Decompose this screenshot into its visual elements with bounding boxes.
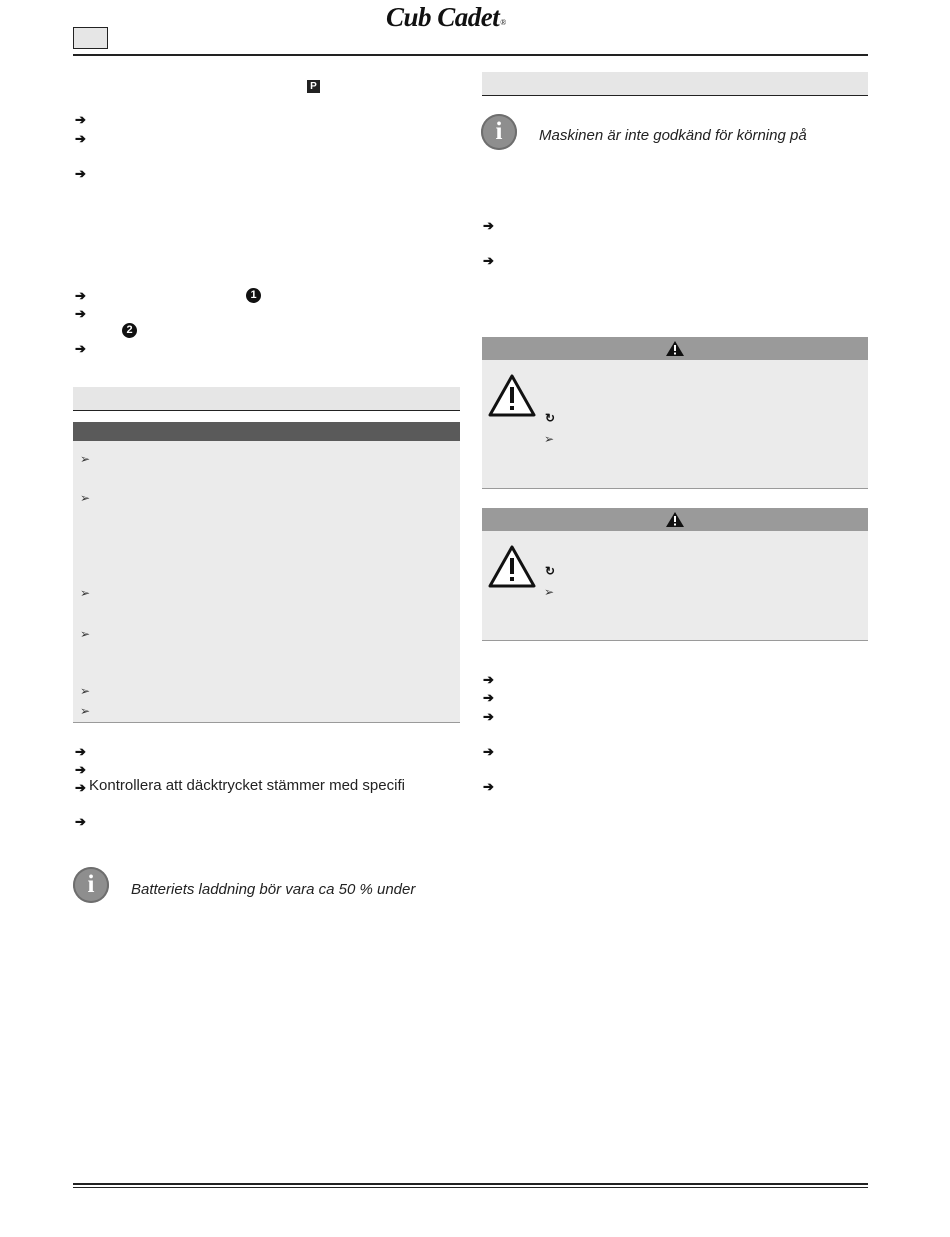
arrow-icon: ➔ xyxy=(75,341,86,356)
warning-panel-2 xyxy=(482,531,868,641)
arrow-icon: ➔ xyxy=(483,218,494,233)
registered-mark: ® xyxy=(500,18,506,27)
dark-bar-left xyxy=(73,422,460,441)
chevron-icon: ➢ xyxy=(80,491,91,505)
info-icon: i xyxy=(73,867,109,903)
brand-logo xyxy=(386,2,566,38)
machine-note: Maskinen är inte godkänd för körning på xyxy=(539,127,807,144)
footer-rule xyxy=(73,1183,868,1185)
warning-triangle-icon xyxy=(665,511,685,528)
warning-bar-2 xyxy=(482,508,868,531)
brand-name: Cub Cadet xyxy=(386,2,500,32)
battery-note: Batteriets laddning bör vara ca 50 % under xyxy=(131,881,416,898)
chevron-icon: ➢ xyxy=(80,586,91,600)
header-rule xyxy=(73,54,868,56)
warning-triangle-icon xyxy=(487,373,537,418)
arrow-icon: ➔ xyxy=(75,131,86,146)
marker-2: 2 xyxy=(122,323,137,338)
page-number-box xyxy=(73,27,108,49)
chevron-icon: ➢ xyxy=(80,704,91,718)
marker-1: 1 xyxy=(246,288,261,303)
chevron-icon: ➢ xyxy=(544,432,555,446)
arrow-icon: ➔ xyxy=(75,166,86,181)
arrow-icon: ➔ xyxy=(483,779,494,794)
rotate-icon: ↻ xyxy=(545,564,556,578)
tire-pressure-text: Kontrollera att däcktrycket stämmer med specifi xyxy=(89,777,405,794)
section-header-left xyxy=(73,387,460,411)
chevron-icon: ➢ xyxy=(80,684,91,698)
warning-triangle-icon xyxy=(487,544,537,589)
arrow-icon: ➔ xyxy=(483,672,494,687)
section-header-right xyxy=(482,72,868,96)
arrow-icon: ➔ xyxy=(483,690,494,705)
warning-bar-1 xyxy=(482,337,868,360)
arrow-icon: ➔ xyxy=(483,744,494,759)
arrow-icon: ➔ xyxy=(75,780,86,795)
arrow-icon: ➔ xyxy=(75,814,86,829)
arrow-icon: ➔ xyxy=(75,112,86,127)
arrow-icon: ➔ xyxy=(75,744,86,759)
chevron-icon: ➢ xyxy=(544,585,555,599)
arrow-icon: ➔ xyxy=(75,762,86,777)
chevron-icon: ➢ xyxy=(80,452,91,466)
footer-rule-thin xyxy=(73,1187,868,1188)
arrow-icon: ➔ xyxy=(483,709,494,724)
warning-triangle-icon xyxy=(665,340,685,357)
chevron-icon: ➢ xyxy=(80,627,91,641)
arrow-icon: ➔ xyxy=(483,253,494,268)
info-icon: i xyxy=(481,114,517,150)
parking-badge: P xyxy=(307,80,320,93)
grey-panel-left xyxy=(73,441,460,723)
arrow-icon: ➔ xyxy=(75,288,86,303)
warning-panel-1 xyxy=(482,360,868,489)
rotate-icon: ↻ xyxy=(545,411,556,425)
arrow-icon: ➔ xyxy=(75,306,86,321)
